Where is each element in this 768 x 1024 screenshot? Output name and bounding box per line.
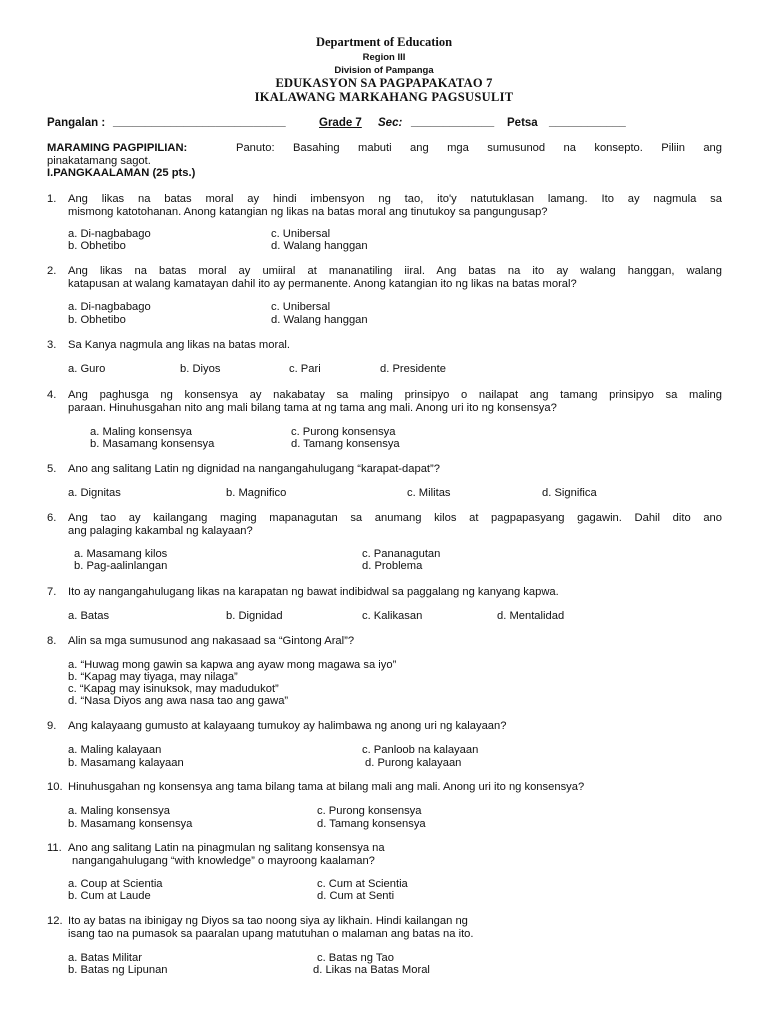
choice-c[interactable]: c. Purong konsensya: [291, 426, 396, 438]
choice-a[interactable]: a. Maling konsensya: [68, 805, 170, 817]
choice-d[interactable]: d. Likas na Batas Moral: [313, 964, 430, 976]
choice-d[interactable]: d. Tamang konsensya: [317, 818, 426, 830]
question-text: Sa Kanya nagmula ang likas na batas moral.: [68, 339, 291, 351]
question-text: Ang likas na batas moral ay hindi imbensyon ng tao, ito'y natutuklasan lamang. Ito ay nagmula sa: [68, 193, 722, 205]
choice-c[interactable]: c. Purong konsensya: [317, 805, 422, 817]
choice-d[interactable]: d. Purong kalayaan: [365, 757, 462, 769]
subject-title: EDUKASYON SA PAGPAPAKATAO 7: [275, 76, 493, 90]
instructions-line-1: Panuto: Basahing mabuti ang mga sumusunod na konsepto. Piliin ang: [236, 142, 722, 154]
choice-b[interactable]: b. Masamang konsensya: [90, 438, 215, 450]
name-label: Pangalan :: [47, 117, 106, 129]
choice-c[interactable]: c. Batas ng Tao: [317, 952, 394, 964]
question-text: katapusan at walang kamatayan dahil ito ay permanente. Anong katangian ito ng likas na batas moral?: [68, 278, 577, 290]
question-text: Ang paghusga ng konsensya ay nakabatay sa maling prinsipyo o nailapat ang tamang prinsipyo sa maling: [68, 389, 722, 401]
choice-a[interactable]: a. “Huwag mong gawin sa kapwa ang ayaw mong magawa sa iyo”: [68, 659, 397, 671]
question-number: 1.: [47, 193, 57, 205]
question-text: ang palaging kakambal ng kalayaan?: [68, 525, 253, 537]
question-text: Ito ay nangangahulugang likas na karapatan ng bawat indibidwal sa paggalang ng kanyang kapwa.: [68, 586, 559, 598]
question-text-line: [68, 389, 722, 402]
question-number: 5.: [47, 463, 57, 475]
choice-a[interactable]: a. Batas Militar: [68, 952, 142, 964]
choice-a[interactable]: a. Di-nagbabago: [68, 301, 151, 313]
choice-b[interactable]: b. Masamang konsensya: [68, 818, 193, 830]
choice-c[interactable]: c. Unibersal: [271, 228, 331, 240]
question-number: 9.: [47, 720, 57, 732]
question-text: paraan. Hinuhusgahan nito ang mali bilang tama at ng tama ang mali. Anong uri ito ng konsensya?: [68, 402, 557, 414]
choice-b[interactable]: b. Obhetibo: [68, 314, 126, 326]
grade-label: Grade 7: [319, 117, 362, 129]
question-text-line: [68, 193, 722, 206]
question-number: 4.: [47, 389, 57, 401]
choice-c[interactable]: c. Kalikasan: [362, 610, 423, 622]
question-number: 6.: [47, 512, 57, 524]
choice-b[interactable]: b. Pag-aalinlangan: [74, 560, 168, 572]
date-label: Petsa: [507, 117, 538, 129]
choice-b[interactable]: b. Dignidad: [226, 610, 283, 622]
choice-d[interactable]: d. “Nasa Diyos ang awa nasa tao ang gawa”: [68, 695, 289, 707]
choice-d[interactable]: d. Presidente: [380, 363, 446, 375]
choice-c[interactable]: c. Panloob na kalayaan: [362, 744, 479, 756]
question-text: mismong katotohanan. Anong katangian ng likas na batas moral ang tinutukoy sa pangungusap?: [68, 206, 548, 218]
question-text: Ito ay batas na ibinigay ng Diyos sa tao noong siya ay likhain. Hindi kailangan ng: [68, 915, 468, 927]
question-text-line: [68, 512, 722, 525]
question-text: Hinuhusgahan ng konsensya ang tama bilang tama at bilang mali ang mali. Anong uri ito ng konsensya?: [68, 781, 585, 793]
choice-d[interactable]: d. Cum at Senti: [317, 890, 395, 902]
choice-d[interactable]: d. Tamang konsensya: [291, 438, 400, 450]
choice-b[interactable]: b. “Kapag may tiyaga, may nilaga”: [68, 671, 238, 683]
choice-a[interactable]: a. Masamang kilos: [74, 548, 168, 560]
choice-a[interactable]: a. Batas: [68, 610, 110, 622]
choice-c[interactable]: c. “Kapag may isinuksok, may madudukot”: [68, 683, 279, 695]
question-number: 12.: [47, 915, 63, 927]
choice-b[interactable]: b. Batas ng Lipunan: [68, 964, 168, 976]
question-text: isang tao na pumasok sa paaralan upang matutuhan o malaman ang batas na ito.: [68, 928, 474, 940]
department-title: Department of Education: [315, 35, 453, 49]
instructions-text-2: pinakatamang sagot.: [47, 155, 151, 167]
choice-b[interactable]: b. Obhetibo: [68, 240, 126, 252]
choice-a[interactable]: a. Di-nagbabago: [68, 228, 151, 240]
question-text: Alin sa mga sumusunod ang nakasaad sa “Gintong Aral”?: [68, 635, 355, 647]
instructions-title: MARAMING PAGPIPILIAN:: [47, 142, 188, 154]
choice-c[interactable]: c. Pananagutan: [362, 548, 441, 560]
question-number: 3.: [47, 339, 57, 351]
division-label: Division of Pampanga: [334, 65, 434, 76]
section-label: Sec:: [378, 117, 403, 129]
section-heading: I.PANGKAALAMAN (25 pts.): [47, 167, 196, 179]
question-number: 7.: [47, 586, 57, 598]
choice-d[interactable]: d. Walang hanggan: [271, 314, 368, 326]
question-text: Ang kalayaang gumusto at kalayaang tumukoy ay halimbawa ng anong uri ng kalayaan?: [68, 720, 507, 732]
choice-d[interactable]: d. Mentalidad: [497, 610, 565, 622]
choice-b[interactable]: b. Magnifico: [226, 487, 287, 499]
choice-a[interactable]: a. Dignitas: [68, 487, 121, 499]
choice-c[interactable]: c. Militas: [407, 487, 451, 499]
question-number: 10.: [47, 781, 63, 793]
question-text: Ano ang salitang Latin na pinagmulan ng salitang konsensya na: [68, 842, 385, 854]
date-blank[interactable]: ____________: [549, 116, 626, 128]
choice-a[interactable]: a. Maling kalayaan: [68, 744, 162, 756]
name-blank[interactable]: ___________________________: [113, 116, 286, 128]
choice-d[interactable]: d. Significa: [542, 487, 597, 499]
section-blank[interactable]: _____________: [411, 116, 495, 128]
choice-a[interactable]: a. Guro: [68, 363, 106, 375]
question-number: 8.: [47, 635, 57, 647]
choice-c[interactable]: c. Unibersal: [271, 301, 331, 313]
choice-a[interactable]: a. Coup at Scientia: [68, 878, 163, 890]
question-text: Ano ang salitang Latin ng dignidad na nangangahulugang “karapat-dapat”?: [68, 463, 440, 475]
question-text: Ang likas na batas moral ay umiiral at mananatiling iiral. Ang batas na ito ay walang hanggan, walang: [68, 265, 722, 277]
instructions-text-1: [236, 142, 722, 155]
question-number: 2.: [47, 265, 57, 277]
choice-d[interactable]: d. Walang hanggan: [271, 240, 368, 252]
choice-d[interactable]: d. Problema: [362, 560, 423, 572]
choice-a[interactable]: a. Maling konsensya: [90, 426, 192, 438]
choice-b[interactable]: b. Cum at Laude: [68, 890, 151, 902]
choice-c[interactable]: c. Cum at Scientia: [317, 878, 408, 890]
choice-b[interactable]: b. Masamang kalayaan: [68, 757, 184, 769]
question-text: nangangahulugang “with knowledge” o mayroong kaalaman?: [72, 855, 375, 867]
exam-title: IKALAWANG MARKAHANG PAGSUSULIT: [254, 90, 514, 104]
question-text: Ang tao ay kailangang maging mapanagutan sa anumang kilos at pagpapasyang gagawin. Dahil dito ano: [68, 512, 722, 524]
region-label: Region III: [362, 52, 406, 63]
choice-b[interactable]: b. Diyos: [180, 363, 221, 375]
question-text-line: [68, 265, 722, 278]
question-number: 11.: [47, 842, 62, 854]
choice-c[interactable]: c. Pari: [289, 363, 321, 375]
